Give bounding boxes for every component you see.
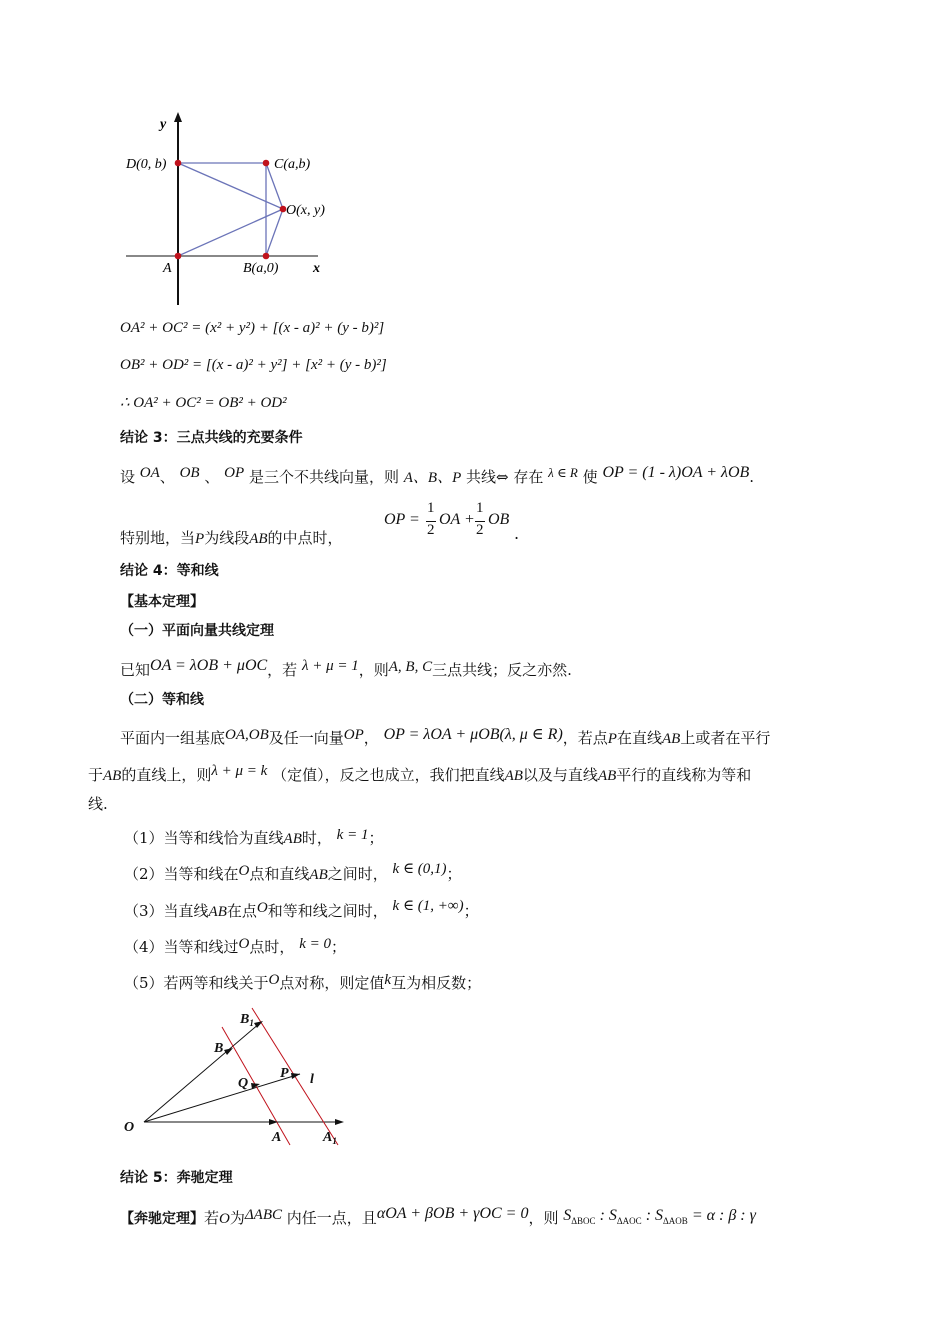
text: 的中点时， (267, 529, 343, 547)
segment-AO (178, 209, 283, 256)
point-P: P (607, 731, 617, 747)
label-Q: Q (238, 1076, 249, 1091)
points-ABP: A、B、P (403, 470, 462, 486)
formula-k1: k = 1 (336, 827, 369, 843)
area-S2: S (608, 1207, 617, 1224)
text: （4）当等和线过 (124, 938, 239, 956)
text: 点和直线 (249, 865, 310, 883)
line-AB: AB (103, 768, 122, 784)
collinear-theorem-heading: （一）平面向量共线定理 (120, 623, 274, 639)
arrow-A (269, 1119, 278, 1125)
text: 在点 (226, 902, 257, 920)
text: 以及与直线 (522, 766, 598, 784)
midpoint-paragraph (120, 528, 343, 549)
label-O: O (124, 1120, 135, 1135)
text: 是三个不共线向量，则 (248, 468, 399, 486)
label-B: B (214, 1041, 224, 1056)
midpoint-OB: OB (488, 511, 510, 528)
label-A: A (272, 1130, 282, 1145)
equation-2: OB² + OD² = [(x - a)² + y²] + [x² + (y - b)²] (120, 357, 387, 373)
y-axis-label: y (160, 117, 167, 132)
text: ； (446, 865, 462, 883)
text: 共线⇔ 存在 (466, 468, 544, 486)
formula-k2: k ∈ (0,1) (392, 861, 447, 877)
ray-OB1 (144, 1023, 260, 1122)
point-O: O (219, 1211, 230, 1227)
label-P: P (280, 1066, 289, 1081)
case-5 (124, 973, 481, 994)
fraction-den-1: 2 (427, 522, 435, 538)
line-AB: AB (597, 768, 617, 784)
point-D (175, 160, 182, 167)
label-A: A (163, 261, 172, 276)
text: 已知 (120, 661, 151, 679)
conclusion-3-title: 结论 3：三点共线的充要条件 (120, 430, 303, 446)
colon: : (599, 1207, 605, 1224)
basis-OA-OB: OA,OB (225, 727, 269, 743)
midpoint-OA: OA + (439, 511, 475, 528)
conclusion-5-title: 结论 5：奔驰定理 (120, 1170, 233, 1186)
formula-k4: k = 0 (299, 936, 331, 952)
collinear-theorem-paragraph (120, 657, 572, 681)
formula-OA: OA = λOB + μOC (150, 657, 268, 674)
point-O: O (268, 972, 280, 988)
text: ； (368, 829, 384, 847)
text: ，则 (358, 661, 389, 679)
label-C: C(a,b) (274, 157, 311, 172)
area-ratio (563, 1207, 756, 1227)
text: （1）当等和线恰为直线 (124, 829, 284, 847)
period: . (514, 524, 520, 543)
point-O: O (238, 936, 250, 952)
text: 平面内一组基底 (120, 729, 226, 747)
ray-OP (144, 1074, 300, 1122)
area-S1-sub: ΔBOC (571, 1216, 596, 1227)
coordinate-figure (120, 110, 350, 310)
benz-theorem-paragraph (120, 1205, 756, 1234)
area-S3-sub: ΔAOB (663, 1216, 688, 1227)
label-A1 (322, 1130, 337, 1146)
equal-sum-line-heading: （二）等和线 (120, 692, 204, 708)
text: 、 (204, 468, 220, 486)
text: ， (363, 729, 379, 747)
line-AB: AB (661, 731, 681, 747)
label-B1 (239, 1012, 254, 1028)
point-B (263, 253, 270, 260)
vector-OA: OA (139, 465, 160, 481)
text: 的直线上，则 (121, 766, 212, 784)
collinear-formula: OP = (1 - λ)OA + λOB (602, 464, 750, 481)
case-4 (124, 937, 346, 958)
text: （5）若两等和线关于 (124, 974, 269, 992)
text: 特别地，当 (120, 529, 196, 547)
equal-sum-paragraph-line3: 线. (88, 795, 108, 813)
equation-3: ∴ OA² + OC² = OB² + OD² (120, 395, 287, 411)
colon: : (645, 1207, 652, 1224)
text: 互为相反数； (391, 974, 482, 992)
vector-OP: OP (343, 727, 364, 743)
point-A (175, 253, 182, 260)
text: 若 (204, 1209, 220, 1227)
text: 平行的直线称为等和 (616, 766, 752, 784)
conclusion-4-title: 结论 4：等和线 (120, 563, 219, 579)
ratio-alpha-beta-gamma: = α : β : γ (691, 1207, 756, 1224)
area-S1: S (563, 1207, 572, 1224)
line-AB: AB (309, 867, 328, 883)
vector-OB: OB (179, 465, 200, 481)
constant-k: k (384, 972, 392, 988)
equation-1: OA² + OC² = (x² + y²) + [(x - a)² + (y - b)²] (120, 320, 385, 336)
area-S3: S (655, 1207, 664, 1224)
equal-sum-figure (120, 1005, 360, 1155)
case-2 (124, 861, 462, 885)
text: 三点共线；反之亦然. (432, 661, 572, 679)
benz-theorem-tag: 【奔驰定理】 (120, 1211, 204, 1227)
point-O: O (256, 900, 268, 916)
triangle-ABC: ΔABC (244, 1207, 283, 1223)
label-B1-main: B (240, 1012, 250, 1027)
benz-formula: αOA + βOB + γOC = 0 (376, 1205, 529, 1222)
area-S2-sub: ΔAOC (616, 1216, 642, 1227)
text: ； (463, 902, 479, 920)
line-AB: AB (283, 831, 302, 847)
arrow-B (224, 1048, 233, 1055)
label-l: l (310, 1072, 314, 1087)
arrow-A1 (335, 1119, 344, 1125)
case-3 (124, 898, 479, 922)
text: 于 (88, 766, 104, 784)
fraction-num-2: 1 (476, 500, 484, 516)
lambda-in-R: λ ∈ R (548, 465, 578, 480)
line-AB: AB (504, 768, 523, 784)
text: 、 (159, 468, 175, 486)
label-A1-sub: 1 (332, 1136, 337, 1146)
midpoint-OP: OP = (384, 511, 420, 528)
text: （定值），反之也成立，我们把直线 (272, 766, 505, 784)
formula-lambda-mu: λ + μ = 1 (301, 658, 359, 674)
formula-k: λ + μ = k (211, 763, 268, 779)
label-D: D(0, b) (126, 157, 167, 172)
text: 设 (120, 468, 136, 486)
equal-sum-paragraph-line2 (88, 765, 751, 786)
point-C (263, 160, 270, 167)
point-O: O (238, 863, 250, 879)
segment-DO (178, 163, 283, 209)
label-B: B(a,0) (243, 261, 279, 276)
segment-AB: AB (249, 531, 268, 547)
text: 在直线 (616, 729, 662, 747)
text: 为 (229, 1209, 245, 1227)
formula-k3: k ∈ (1, +∞) (392, 898, 464, 914)
text: 点对称，则定值 (279, 974, 385, 992)
text: 时， (301, 829, 332, 847)
text: 使 (582, 468, 598, 486)
formula-OP: OP = λOA + μOB(λ, μ ∈ R) (383, 726, 563, 743)
basic-theorem-heading: 【基本定理】 (120, 594, 204, 610)
text: ； (330, 938, 346, 956)
line-AB: AB (208, 904, 227, 920)
label-O: O(x, y) (286, 203, 325, 218)
text: . (749, 468, 755, 486)
text: ，若 (267, 661, 298, 679)
text: （3）当直线 (124, 902, 209, 920)
conclusion-3-paragraph (120, 464, 755, 488)
text: ，若点 (562, 729, 608, 747)
y-axis-arrow (174, 112, 182, 122)
text: 为线段 (204, 529, 250, 547)
text: 上或者在平行 (680, 729, 771, 747)
fraction-num-1: 1 (427, 500, 435, 516)
vector-OP: OP (224, 465, 245, 481)
text: 和等和线之间时， (267, 902, 388, 920)
x-axis-label: x (313, 261, 320, 276)
points-ABC: A, B, C (388, 659, 433, 675)
equal-sum-paragraph-line1 (120, 728, 770, 749)
label-A1-main: A (323, 1130, 333, 1145)
text: （2）当等和线在 (124, 865, 239, 883)
text: 内任一点，且 (286, 1209, 377, 1227)
label-B1-sub: 1 (249, 1018, 254, 1028)
text: ，则 (528, 1209, 559, 1227)
text: 及任一向量 (268, 729, 344, 747)
case-1 (124, 828, 383, 849)
text: 之间时， (327, 865, 388, 883)
fraction-den-2: 2 (476, 522, 484, 538)
point-P: P (195, 531, 205, 547)
text: 点时， (249, 938, 295, 956)
